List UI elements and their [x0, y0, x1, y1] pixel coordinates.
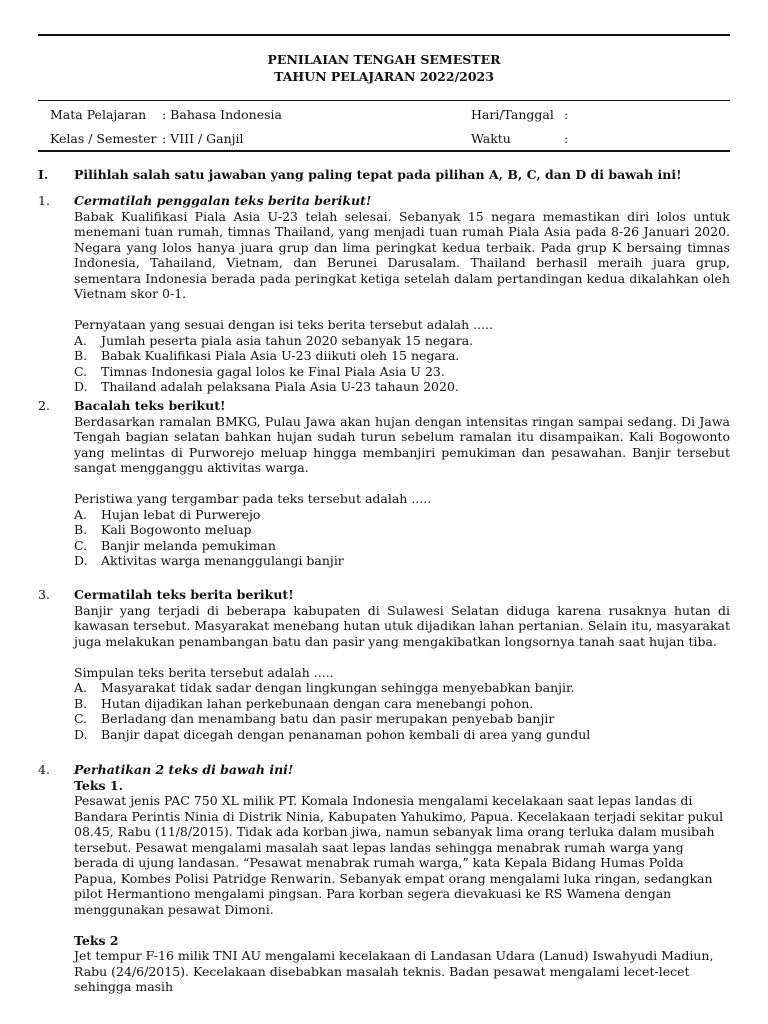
subject-value: : Bahasa Indonesia [162, 107, 282, 122]
question-2 [38, 398, 730, 569]
option-letter: C. [74, 537, 88, 553]
question-heading: Cermatilah penggalan teks berita berikut! [74, 193, 372, 208]
option-letter: C. [74, 711, 88, 726]
question-passage: Berdasarkan ramalan BMKG, Pulau Jawa akan hujan dengan intensitas ringan sampai sedang. Di Jawa Tengah bagian selatan bahkan hujan sudah turun sebelum ramalan itu disampaikan. Kali Bogowonto yang melintas di Purworejo meluap hingga membanjiri pemukiman dan pesawahan. Banjir tersebut sangat mengganggu aktivitas warga. [74, 413, 730, 475]
option-a[interactable] [74, 507, 730, 523]
option-letter: D. [74, 553, 88, 568]
option-letter: B. [74, 348, 88, 363]
question-prompt: Simpulan teks berita tersebut adalah ..... [74, 664, 334, 680]
question-4 [38, 762, 730, 995]
option-text: Aktivitas warga menanggulangi banjir [101, 553, 344, 568]
option-letter: C. [74, 363, 88, 379]
question-3 [38, 587, 730, 742]
class-label: Kelas / Semester [50, 131, 157, 146]
option-text: Jumlah peserta piala asia tahun 2020 sebanyak 15 negara. [101, 332, 474, 348]
section-text: Pilihlah salah satu jawaban yang paling tepat pada pilihan A, B, C, dan D di bawah ini! [74, 167, 682, 182]
option-c[interactable] [74, 364, 730, 380]
option-text: Hujan lebat di Purwerejo [101, 506, 261, 522]
option-b[interactable] [74, 348, 730, 364]
option-letter: B. [74, 522, 88, 537]
text-1-label: Teks 1. [74, 777, 123, 793]
exam-year: TAHUN PELAJARAN 2022/2023 [274, 69, 494, 84]
option-b[interactable] [74, 696, 730, 712]
time-label: Waktu [471, 131, 511, 146]
day-label: Hari/Tanggal [471, 107, 554, 122]
top-rule [38, 34, 730, 36]
option-letter: D. [74, 379, 88, 394]
time-value: : [564, 131, 569, 146]
question-heading: Bacalah teks berikut! [74, 398, 226, 413]
option-letter: B. [74, 695, 88, 711]
option-letter: A. [74, 680, 88, 695]
option-letter: A. [74, 506, 88, 522]
text-2-label: Teks 2 [74, 932, 119, 948]
option-text: Thailand adalah pelaksana Piala Asia U-23 tahaun 2020. [101, 379, 459, 394]
option-text: Kali Bogowonto meluap [101, 522, 252, 537]
question-1 [38, 193, 730, 395]
option-text: Banjir dapat dicegah dengan penanaman pohon kembali di area yang gundul [101, 726, 591, 742]
question-number: 1. [38, 193, 50, 208]
subject-label: Mata Pelajaran [50, 107, 147, 122]
option-letter: D. [74, 726, 88, 742]
question-number: 3. [38, 587, 50, 602]
option-d[interactable] [74, 727, 730, 743]
info-top-rule [38, 100, 730, 101]
class-value: : VIII / Ganjil [162, 131, 244, 146]
question-number: 2. [38, 398, 50, 413]
question-heading: Cermatilah teks berita berikut! [74, 587, 294, 602]
option-a[interactable] [74, 333, 730, 349]
option-a[interactable] [74, 680, 730, 696]
question-prompt: Peristiwa yang tergambar pada teks tersebut adalah ..... [74, 491, 432, 506]
question-passage: Banjir yang terjadi di beberapa kabupaten di Sulawesi Selatan diduga karena rusaknya hutan di kawasan tersebut. Masyarakat menebang hutan utuk dijadikan lahan pertanian. Selain itu, masyarakat juga melakukan penambangan batu dan pasir yang mengakibatkan longsornya tanah saat hujan tiba. [74, 602, 730, 649]
option-text: Hutan dijadikan lahan perkebunaan dengan cara menebangi pohon. [101, 695, 534, 711]
section-number: I. [38, 167, 49, 182]
day-value: : [564, 107, 569, 122]
option-c[interactable] [74, 538, 730, 554]
exam-title: PENILAIAN TENGAH SEMESTER [267, 52, 501, 67]
info-bottom-rule [38, 150, 730, 152]
text-1-passage: Pesawat jenis PAC 750 XL milik PT. Komala Indonesia mengalami kecelakaan saat lepas landas di Bandara Perintis Ninia di Distrik Ninia, Kabupaten Yahukimo, Papua. Kecelakaan terjadi sekitar pukul 08.45, Rabu (11/8/2015). Tidak ada korban jiwa, namun sebanyak lima orang terluka dalam musibah tersebut. Pesawat mengalami masalah saat lepas landas sehingga menabrak rumah warga yang berada di ujung landasan. “Pesawat menabrak rumah warga,” kata Kepala Bidang Humas Polda Papua, Kombes Polisi Patridge Renwarin. Sebanyak empat orang mengalami luka ringan, sedangkan pilot Hermantiono mengalami pingsan. Para korban segera dievakuasi ke RS Wamena dengan menggunakan pesawat Dimoni. [74, 793, 724, 917]
option-text: Timnas Indonesia gagal lolos ke Final Piala Asia U 23. [101, 363, 445, 379]
option-d[interactable] [74, 379, 730, 395]
option-text: Berladang dan menambang batu dan pasir merupakan penyebab banjir [101, 711, 555, 726]
option-b[interactable] [74, 522, 730, 538]
question-prompt: Pernyataan yang sesuai dengan isi teks berita tersebut adalah ..... [74, 317, 494, 332]
question-number: 4. [38, 762, 50, 777]
option-text: Banjir melanda pemukiman [101, 537, 276, 553]
question-heading: Perhatikan 2 teks di bawah ini! [74, 762, 294, 777]
option-text: Babak Kualifikasi Piala Asia U-23 diikuti oleh 15 negara. [101, 348, 460, 363]
option-d[interactable] [74, 553, 730, 569]
option-text: Masyarakat tidak sadar dengan lingkungan sehingga menyebabkan banjir. [101, 680, 575, 695]
option-c[interactable] [74, 711, 730, 727]
text-2-passage: Jet tempur F-16 milik TNI AU mengalami kecelakaan di Landasan Udara (Lanud) Iswahyudi Madiun, Rabu (24/6/2015). Kecelakaan disebabkan masalah teknis. Badan pesawat mengalami lecet-lecet sehingga masih [74, 948, 714, 994]
question-passage: Babak Kualifikasi Piala Asia U-23 telah selesai. Sebanyak 15 negara memastikan diri lolos untuk menemani tuan rumah, timnas Thailand, yang menjadi tuan rumah Piala Asia pada 8-26 Januari 2020. Negara yang lolos hanya juara grup dan lima peringkat kedua terbaik. Pada grup K bersaing timnas Indonesia, Tahailand, Vietnam, dan Berunei Darusalam. Thailand berhasil meraih juara grup, sementara Indonesia berada pada peringkat ketiga setelah dalam pertandingan kedua dikalahkan oleh Vietnam skor 0-1. [74, 208, 730, 301]
option-letter: A. [74, 332, 88, 348]
